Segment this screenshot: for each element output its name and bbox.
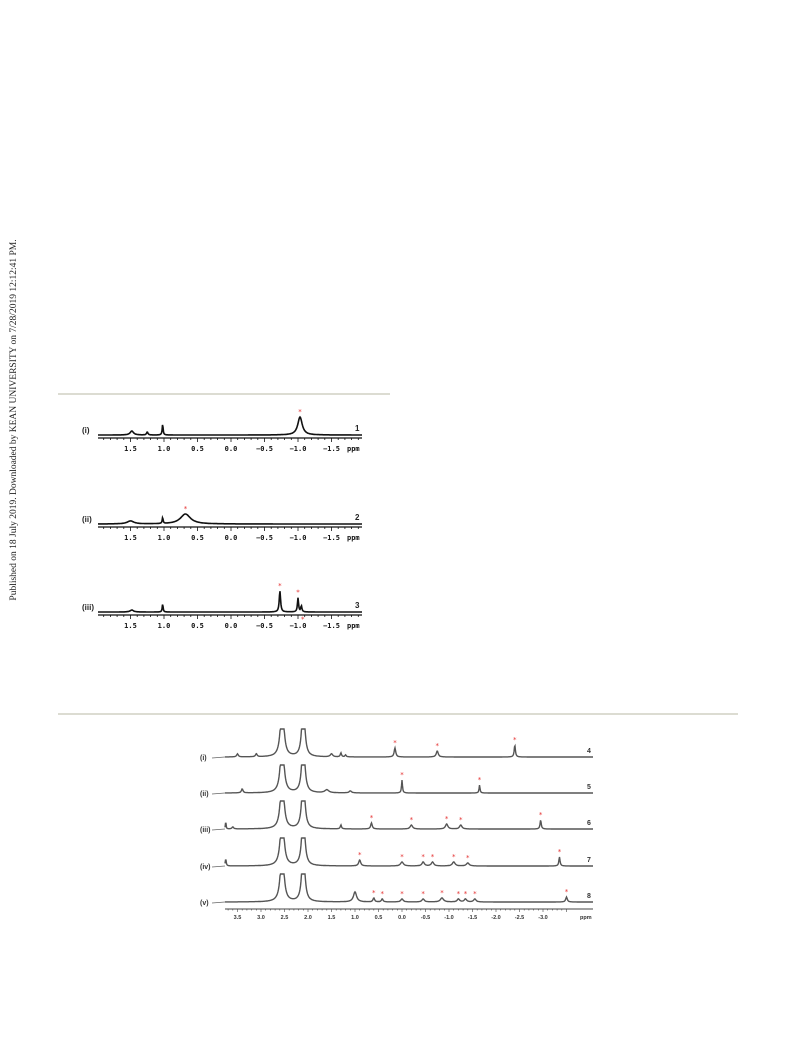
- tick-label: 2.0: [304, 915, 312, 921]
- compound-number: 2: [355, 513, 360, 522]
- panel-label: (iii): [82, 603, 94, 612]
- compound-number: 1: [355, 424, 360, 433]
- tick-label: 1.0: [157, 534, 171, 542]
- tick-label: 1.5: [124, 534, 137, 542]
- axis-unit: ppm: [347, 622, 360, 630]
- tick-label: -1.0: [444, 915, 454, 921]
- tick-label: -0.5: [420, 915, 431, 921]
- peak-marker: *: [473, 889, 477, 898]
- tick-label: 0.0: [224, 445, 238, 453]
- tick-label: −0.5: [256, 622, 273, 630]
- tick-label: 0.5: [191, 622, 204, 630]
- tick-label: 1.5: [124, 622, 137, 630]
- label-leader: [212, 866, 225, 867]
- peak-marker: *: [444, 814, 449, 823]
- peak-marker: *: [372, 888, 376, 897]
- peak-marker: *: [421, 852, 425, 861]
- tick-label: −1.5: [323, 534, 340, 542]
- tick-label: -2.0: [491, 915, 501, 921]
- tick-label: −1.5: [323, 445, 340, 453]
- peak-marker: *: [463, 889, 468, 898]
- peak-marker: *: [466, 853, 470, 862]
- compound-number: 3: [355, 601, 360, 610]
- spectrum-panel: [200, 838, 593, 871]
- peak-marker: *: [369, 813, 374, 822]
- peak-marker: *: [435, 741, 439, 750]
- peak-marker: *: [183, 504, 188, 513]
- compound-number: 6: [587, 820, 591, 827]
- peak-marker: *: [296, 588, 300, 597]
- tick-label: −1.0: [289, 445, 307, 453]
- peak-marker: *: [421, 889, 425, 898]
- tick-label: 0.0: [398, 915, 406, 921]
- peak-marker: *: [557, 847, 562, 856]
- tick-label: 1.5: [124, 445, 137, 453]
- peak-marker: *: [357, 850, 362, 859]
- panel-label: (v): [200, 900, 209, 907]
- peak-marker: *: [409, 815, 414, 824]
- spectrum-panel: [200, 729, 593, 762]
- tick-label: 0.5: [191, 445, 204, 453]
- spectrum-trace: [225, 874, 593, 902]
- tick-label: 1.0: [351, 915, 359, 921]
- label-leader: [212, 757, 225, 758]
- tick-label: −1.0: [289, 534, 307, 542]
- peak-marker: *: [440, 888, 444, 897]
- tick-label: -1.5: [467, 915, 478, 921]
- compound-number: 7: [587, 857, 591, 864]
- tick-label: 0.5: [191, 534, 204, 542]
- spectrum-panel: [200, 801, 593, 834]
- download-watermark: Published on 18 July 2019. Downloaded by KEAN UNIVERSITY on 7/28/2019 12:12:41 PM.: [9, 239, 19, 601]
- panel-label: (ii): [82, 515, 92, 524]
- peak-marker: *: [400, 770, 404, 779]
- peak-marker: *: [400, 852, 404, 861]
- panel-label: (i): [82, 426, 90, 435]
- tick-label: −1.5: [323, 622, 340, 630]
- label-leader: [212, 793, 225, 794]
- tick-label: 0.5: [374, 915, 383, 921]
- tick-label: 1.5: [327, 915, 336, 921]
- peak-marker: *: [380, 889, 385, 898]
- tick-label: 1.0: [157, 445, 171, 453]
- peak-marker: *: [459, 815, 463, 824]
- tick-label: -3.0: [538, 915, 548, 921]
- axis-unit: ppm: [347, 534, 360, 542]
- peak-marker: *: [430, 852, 435, 861]
- compound-number: 5: [587, 784, 591, 791]
- label-leader: [212, 902, 225, 903]
- peak-marker: *: [300, 615, 305, 624]
- peak-marker: *: [538, 810, 543, 819]
- tick-label: −0.5: [256, 534, 273, 542]
- peak-marker: *: [477, 775, 482, 784]
- panel-label: (iii): [200, 827, 211, 834]
- spectrum-trace: [225, 729, 593, 757]
- spectrum-trace: [225, 838, 593, 866]
- peak-marker: *: [564, 887, 569, 896]
- spectrum-trace: [225, 765, 593, 793]
- tick-label: -2.5: [514, 915, 525, 921]
- compound-number: 4: [587, 748, 591, 755]
- tick-label: −1.0: [289, 622, 307, 630]
- tick-label: 1.0: [157, 622, 171, 630]
- compound-number: 8: [587, 893, 591, 900]
- axis-unit: ppm: [580, 915, 592, 921]
- label-leader: [212, 829, 225, 830]
- peak-marker: *: [456, 889, 461, 898]
- peak-marker: *: [513, 735, 517, 744]
- tick-label: 3.0: [257, 915, 265, 921]
- peak-marker: *: [400, 889, 404, 898]
- panel-label: (i): [200, 755, 207, 762]
- tick-label: 0.0: [224, 622, 238, 630]
- tick-label: −0.5: [256, 445, 273, 453]
- tick-label: 3.5: [233, 915, 242, 921]
- spectrum-panel: [200, 874, 593, 907]
- tick-label: 0.0: [224, 534, 238, 542]
- panel-label: (iv): [200, 864, 211, 871]
- peak-marker: *: [393, 738, 397, 747]
- axis-unit: ppm: [347, 445, 360, 453]
- peak-marker: *: [278, 581, 282, 590]
- spectrum-panel: [200, 765, 593, 798]
- peak-marker: *: [451, 852, 456, 861]
- tick-label: 2.5: [280, 915, 289, 921]
- peak-marker: *: [298, 407, 302, 416]
- panel-label: (ii): [200, 791, 209, 798]
